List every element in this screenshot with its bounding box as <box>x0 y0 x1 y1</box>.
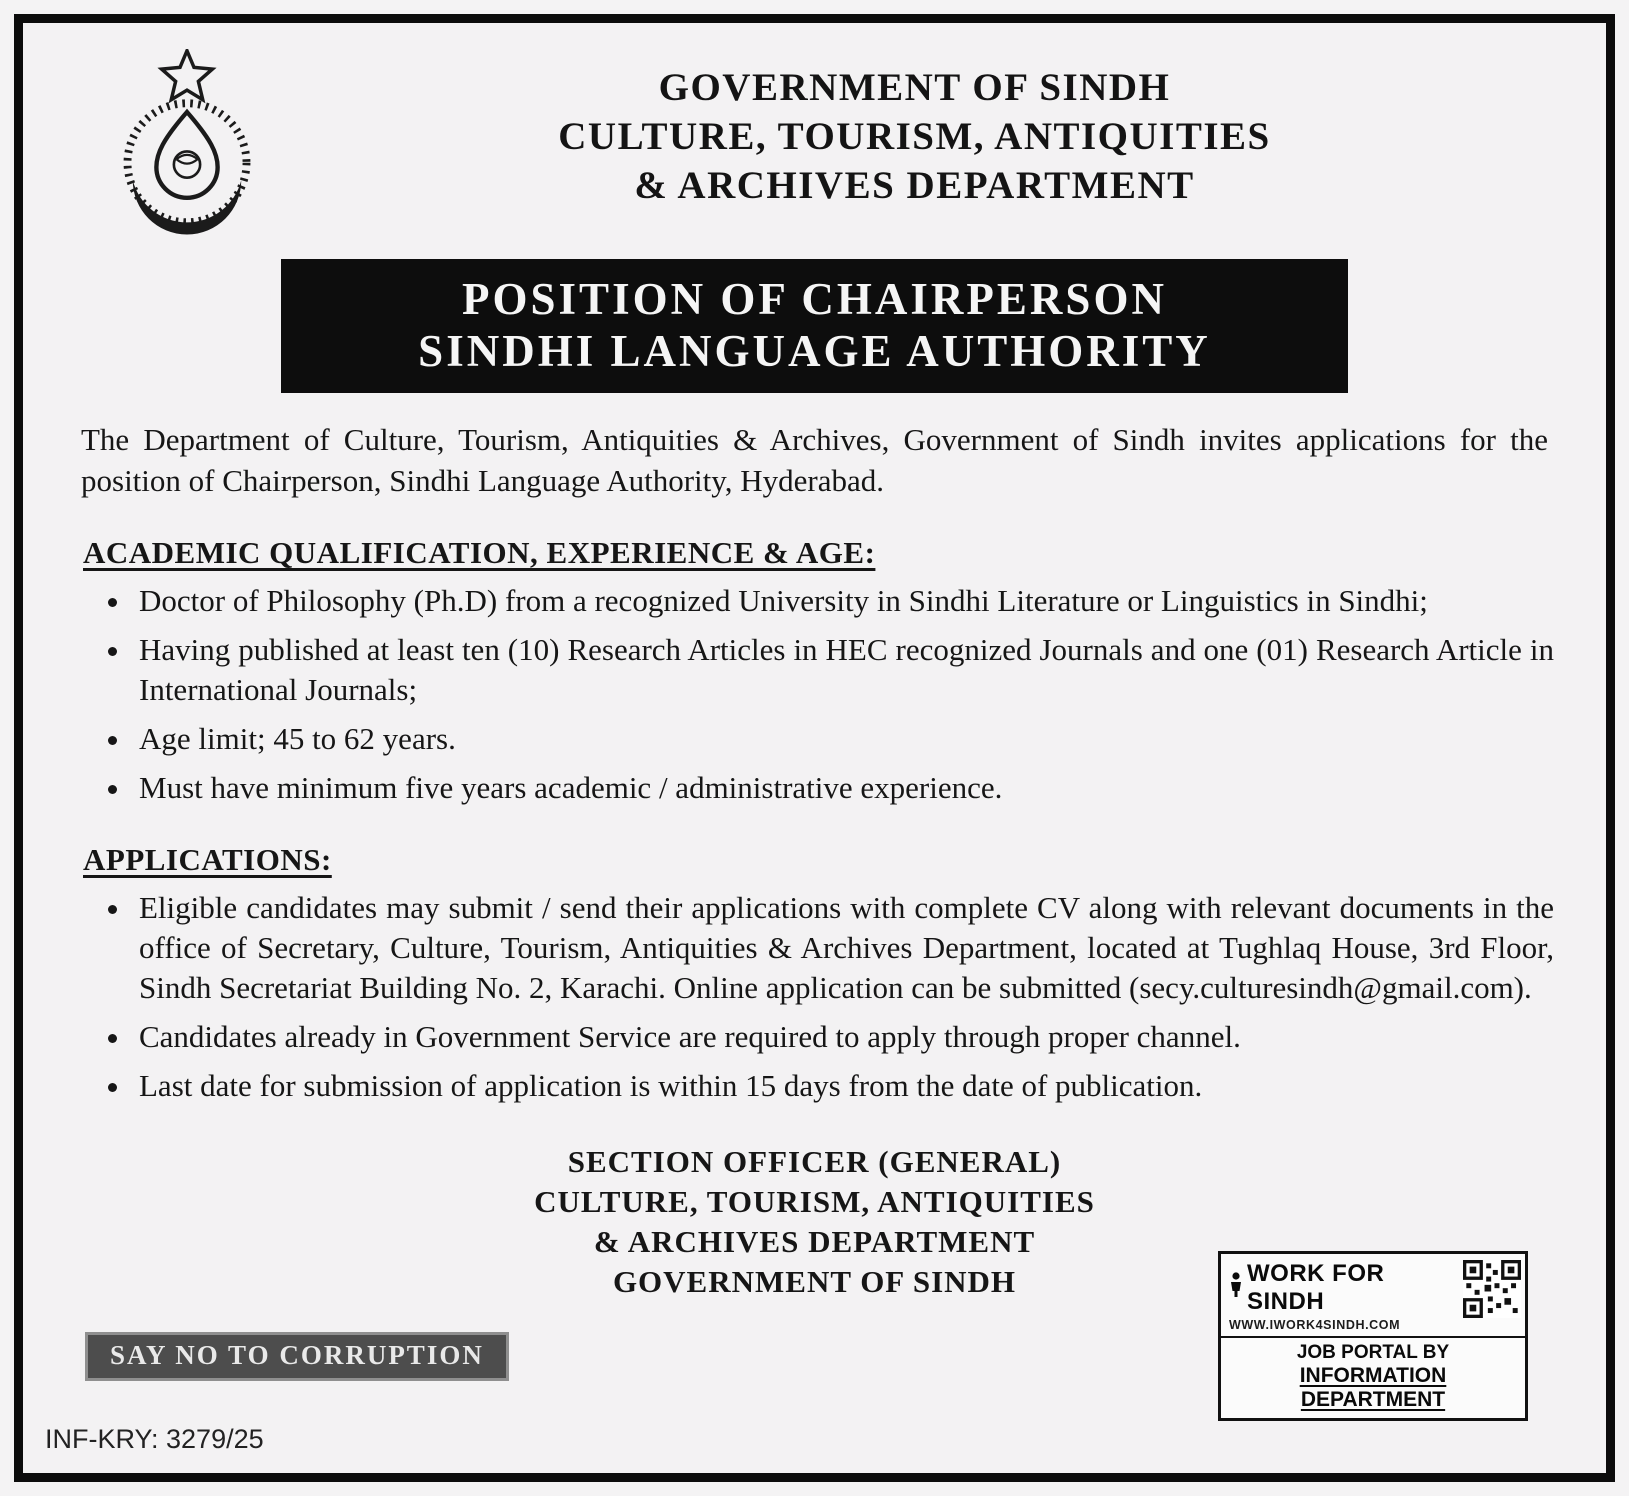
qualifications-heading: ACADEMIC QUALIFICATION, EXPERIENCE & AGE: <box>83 535 876 570</box>
sindh-government-emblem-icon <box>97 49 277 245</box>
say-no-to-corruption-badge: SAY NO TO CORRUPTION <box>85 1332 509 1381</box>
header-line-2: CULTURE, TOURISM, ANTIQUITIES <box>558 115 1271 158</box>
banner-line-1: POSITION OF CHAIRPERSON <box>462 274 1167 324</box>
list-item: • Age limit; 45 to 62 years. <box>133 719 1554 759</box>
qualifications-list <box>75 581 1554 808</box>
list-item: • Eligible candidates may submit / send their applications with complete CV along with relevant documents in the office of Secretary, Culture, Tourism, Antiquities & Archives Department, located at Tughlaq House, 3rd Floor, Sindh Secretariat Building No. 2, Karachi. Online application can be submitted (secy.culturesindh@gmail.com). <box>133 888 1554 1008</box>
signature-line-4: GOVERNMENT OF SINDH <box>612 1264 1017 1299</box>
person-icon <box>1229 1272 1243 1305</box>
portal-title-row <box>1229 1260 1459 1316</box>
portal-box-top <box>1221 1254 1525 1338</box>
work-for-sindh-portal-box <box>1218 1251 1528 1421</box>
list-item: • Candidates already in Government Service are required to apply through proper channel. <box>133 1017 1554 1057</box>
portal-box-bottom <box>1221 1338 1525 1418</box>
applications-heading: APPLICATIONS: <box>83 842 332 877</box>
department-title <box>75 45 1554 210</box>
signature-line-3: & ARCHIVES DEPARTMENT <box>593 1224 1036 1259</box>
section-applications <box>75 842 1554 1106</box>
list-item: • Last date for submission of application is within 15 days from the date of publication. <box>133 1066 1554 1106</box>
position-banner <box>281 259 1348 393</box>
portal-byline: JOB PORTAL BY <box>1296 1342 1450 1363</box>
portal-url: WWW.IWORK4SINDH.COM <box>1229 1318 1401 1332</box>
portal-title-block <box>1229 1260 1459 1332</box>
intro-paragraph: The Department of Culture, Tourism, Antiquities & Archives, Government of Sindh invites applications for the position of Chairperson, Sindhi Language Authority, Hyderabad. <box>81 422 1548 498</box>
portal-title-text: WORK FOR SINDH <box>1247 1260 1385 1315</box>
portal-department: INFORMATION DEPARTMENT <box>1299 1364 1447 1411</box>
header <box>75 45 1554 245</box>
signature-line-1: SECTION OFFICER (GENERAL) <box>567 1144 1062 1179</box>
advertisement-reference-number: INF-KRY: 3279/25 <box>45 1424 264 1454</box>
signature-line-2: CULTURE, TOURISM, ANTIQUITIES <box>534 1184 1095 1219</box>
applications-list <box>75 888 1554 1106</box>
list-item: • Must have minimum five years academic / administrative experience. <box>133 768 1554 808</box>
qr-code-icon <box>1463 1260 1521 1323</box>
banner-line-2: SINDHI LANGUAGE AUTHORITY <box>418 326 1211 376</box>
list-item: • Doctor of Philosophy (Ph.D) from a recognized University in Sindhi Literature or Linguistics in Sindhi; <box>133 581 1554 621</box>
list-item: • Having published at least ten (10) Research Articles in HEC recognized Journals and one (01) Research Article in International Journals; <box>133 630 1554 710</box>
advertisement-frame <box>14 14 1615 1482</box>
header-line-3: & ARCHIVES DEPARTMENT <box>634 164 1195 207</box>
section-qualifications <box>75 535 1554 808</box>
header-line-1: GOVERNMENT OF SINDH <box>658 66 1171 109</box>
